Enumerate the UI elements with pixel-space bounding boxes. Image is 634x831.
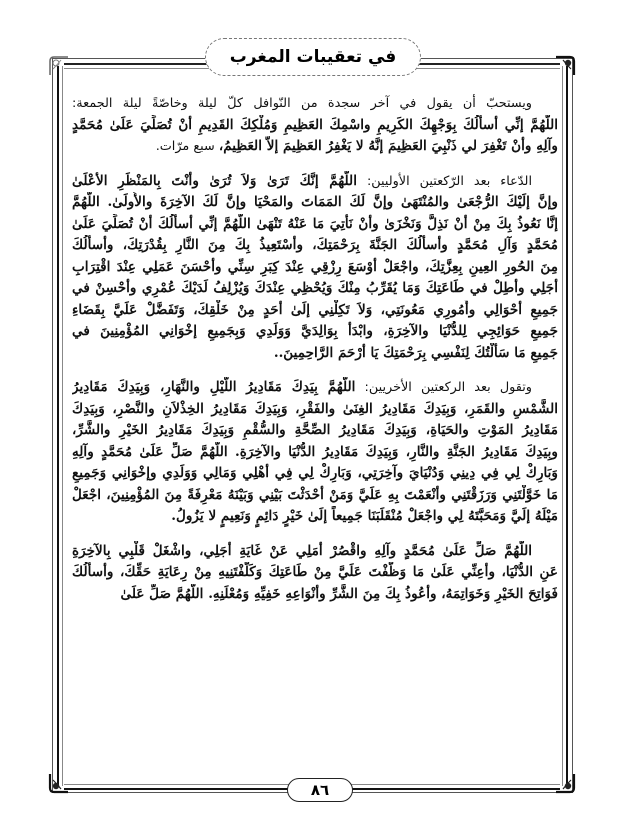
supplication-text: فَوَاتِحَ الخَيْرِ وَخَوَاتِمَهُ، وأعُوذُ بِكَ مِنَ الشَّرِّ وأنْوَاعِهِ خَفِيِّهِ وَمُعْلَنِهِ. اللّهُمَّ صَلِّ عَلَىٰ — [120, 585, 558, 602]
paragraph — [72, 93, 558, 158]
chapter-title: في تعقيبات المغرب — [229, 47, 397, 67]
supplication-text: وبِيَدِكَ مَقَادِيرُ الجَنَّةِ والنَّارِ، وَبِيَدِكَ مَقَادِيرُ الدُّنْيَا والآخِرَةِ. اللّهُمَّ صَلِّ عَلَىٰ مُحَمَّدٍ وآلِهِ — [72, 443, 558, 460]
text-line — [72, 584, 558, 606]
text-line — [72, 115, 558, 137]
frame-right-border — [562, 66, 568, 786]
paragraph-gap — [72, 528, 558, 541]
supplication-text: اللّهُمَّ إنِّي أسألُكَ بِوَجْهِكَ الكَرِيمِ واسْمِكَ العَظِيمِ وَمُلْكِكَ القَدِيمِ أنْ تُصَلِّيَ عَلَىٰ مُحَمَّدٍ — [72, 116, 558, 133]
text-line — [72, 485, 558, 507]
text-line — [72, 171, 558, 193]
page-number: ٨٦ — [310, 781, 330, 799]
page-number-cartouche — [287, 778, 353, 802]
text-line — [72, 442, 558, 464]
corner-ornament-icon — [48, 55, 70, 77]
text-line — [72, 235, 558, 257]
supplication-text: مِنَ الحُورِ العِينِ بِعِزَّتِكَ، واجْعَلْ أوْسَعَ رِزْقِي عِنْدَ كِبَرِ سِنِّي وأحْسَنَ عَمَلِي عِنْدَ اقْتِرَابِ — [72, 258, 558, 275]
text-line — [72, 321, 558, 343]
text-line — [72, 93, 558, 115]
text-line — [72, 278, 558, 300]
instruction-text: الدّعاء بعد الرّكعتين الأوليين: — [356, 173, 532, 189]
supplication-text: جَمِيعِ أحْوَالِي وأُمُورِي مَعُونَتِي، وَلاَ تَكِلْنِي إلَىٰ أحَدٍ مِنْ خَلْقِكَ، وَتَفَضَّلْ عَلَيَّ بِقَضَاءِ — [72, 301, 558, 318]
corner-ornament-icon — [554, 55, 576, 77]
paragraph-gap — [72, 364, 558, 377]
frame-left-border — [57, 66, 63, 786]
supplication-text: جَمِيعِ مَا سَألْتُكَ لِنَفْسِي بِرَحْمَتِكَ يَا أرْحَمَ الرَّاحِمِينَ.. — [273, 344, 558, 361]
text-line — [72, 562, 558, 584]
supplication-text: الشَّمْسِ والقَمَرِ، وَبِيَدِكَ مَقَادِيرُ الغِنَىٰ والفَقْرِ، وَبِيَدِكَ مَقَادِيرُ الخِذْلاَنِ والنَّصْرِ، وَبِيَدِكَ — [72, 400, 558, 417]
paragraph-gap — [72, 158, 558, 171]
supplication-text: اللّهُمَّ إنَّكَ تَرَىٰ وَلاَ تُرَىٰ وأنْتَ بِالمَنْظَرِ الأعْلَىٰ — [72, 172, 357, 189]
supplication-text: مَا خَوَّلْتَنِي وَرَزَقْتَنِي وأنْعَمْتَ بِهِ عَلَيَّ وَمَنْ أحْدَثْتَ بَيْنِي وَبَيْنَهُ مَعْرِفَةً مِنَ المُؤْمِنِينَ، اجْعَلْ — [72, 486, 558, 503]
corner-ornament-icon — [48, 772, 70, 794]
text-line — [72, 506, 558, 528]
supplication-text: اللّهُمَّ بِيَدِكَ مَقَادِيرُ اللَّيْلِ والنَّهَارِ، وَبِيَدِكَ مَقَادِيرُ — [72, 379, 356, 395]
text-line — [72, 343, 558, 365]
paragraph — [72, 377, 558, 528]
page-body — [72, 93, 558, 605]
supplication-text: وإنَّ إلَيْكَ الرُّجْعَىٰ والمُنْتَهَىٰ وإنَّ لَكَ المَمَاتَ والمَحْيَا وإنَّ لَكَ الآخِرَةَ والأُولَىٰ. اللّهُمَّ — [72, 194, 558, 210]
supplication-text: مُحَمَّدٍ وَآلِ مُحَمَّدٍ وأسألُكَ الجَنَّةَ بِرَحْمَتِكَ، وأسْتَعِيذُ بِكَ مِنَ النَّارِ بِقُدْرَتِكَ، وأسألُكَ — [72, 237, 558, 253]
text-line — [72, 300, 558, 322]
text-line — [72, 420, 558, 442]
text-line — [72, 399, 558, 421]
text-line — [72, 541, 558, 563]
supplication-text: اللّهُمَّ صَلِّ عَلَىٰ مُحَمَّدٍ وآلِهِ واقْصُرْ أمَلِي عَنْ غَايَةِ أجَلِي، واشْغَلْ قَلْبِي بِالآخِرَةِ — [72, 542, 532, 559]
instruction-text: ويستحبّ أن يقول في آخر سجدة من النّوافل كلّ ليلة وخاصّةً ليلة الجمعة: — [72, 96, 532, 111]
supplication-text: وآلِهِ وأنْ تَغْفِرَ لي ذَنْبِيَ العَظِيمَ إنَّهُ لا يَغْفِرُ العَظِيمَ إلاَّ العَظِيمُ، — [218, 138, 558, 154]
instruction-text: سبع مرّات. — [155, 139, 219, 154]
text-line — [72, 214, 558, 236]
text-line — [72, 136, 558, 158]
supplication-text: وَبَارِكْ لِي فِي دِينِي وَدُنْيَايَ وآخِرَتِي، وَبَارِكْ لِي فِي أهْلِي وَمَالِي وَوَلَدِي وإخْوَانِي وَجَمِيعِ — [72, 465, 558, 481]
instruction-text: وتقول بعد الركعتين الأخريين: — [355, 380, 532, 395]
supplication-text: جَمِيعِ حَوَائِجِي لِلدُّنْيَا والآخِرَةِ، وابْدَأْ بِوَالِدَيَّ وَوَلَدِي وَبِجَمِيعِ إخْوَانِي المُؤْمِنِينَ في — [72, 323, 558, 339]
supplication-text: مَقَادِيرُ المَوْتِ والحَيَاةِ، وَبِيَدِكَ مَقَادِيرُ الصِّحَّةِ والسُّقْمِ وَبِيَدِكَ مَقَادِيرُ الخَيْرِ والشَّرِّ، — [72, 422, 558, 438]
corner-ornament-icon — [554, 772, 576, 794]
supplication-text: إنَّا نَعُوذُ بِكَ مِنْ أنْ نَذِلَّ وَنَخْزَىٰ وأنْ نَأتِيَ مَا عَنْهُ تَنْهَىٰ اللّهُمَّ إنِّي أسألُكَ أنْ تُصَلِّيَ عَلَىٰ — [72, 215, 558, 232]
supplication-text: عَنِ الدُّنْيَا، وأعِنِّي عَلَىٰ مَا وَظَّفْتَ عَلَيَّ مِنْ طَاعَتِكَ وَكَلَّفْتَنِيهِ مِنْ رِعَايَةِ حَقِّكَ، وأسألُكَ — [72, 564, 558, 580]
supplication-text: مَيْلَهُ إلَيَّ وَمَحَبَّتَهُ لِي واجْعَلْ مُنْقَلَبَنَا جَمِيعاً إلَىٰ خَيْرٍ دَائِمٍ وَنَعِيمٍ لا يَزُولُ. — [171, 508, 558, 524]
paragraph — [72, 541, 558, 606]
text-line — [72, 463, 558, 485]
text-line — [72, 377, 558, 399]
paragraph — [72, 171, 558, 365]
text-line — [72, 257, 558, 279]
supplication-text: أجَلِي وأطِلْ في طَاعَتِكَ وَمَا يُقَرِّبُ مِنْكَ وَيُحْظِي عِنْدَكَ وَيُزْلِفُ لَدَيْكَ عُمْرِي وأحْسِنْ في — [72, 280, 558, 296]
chapter-title-cartouche — [205, 38, 421, 76]
text-line — [72, 192, 558, 214]
